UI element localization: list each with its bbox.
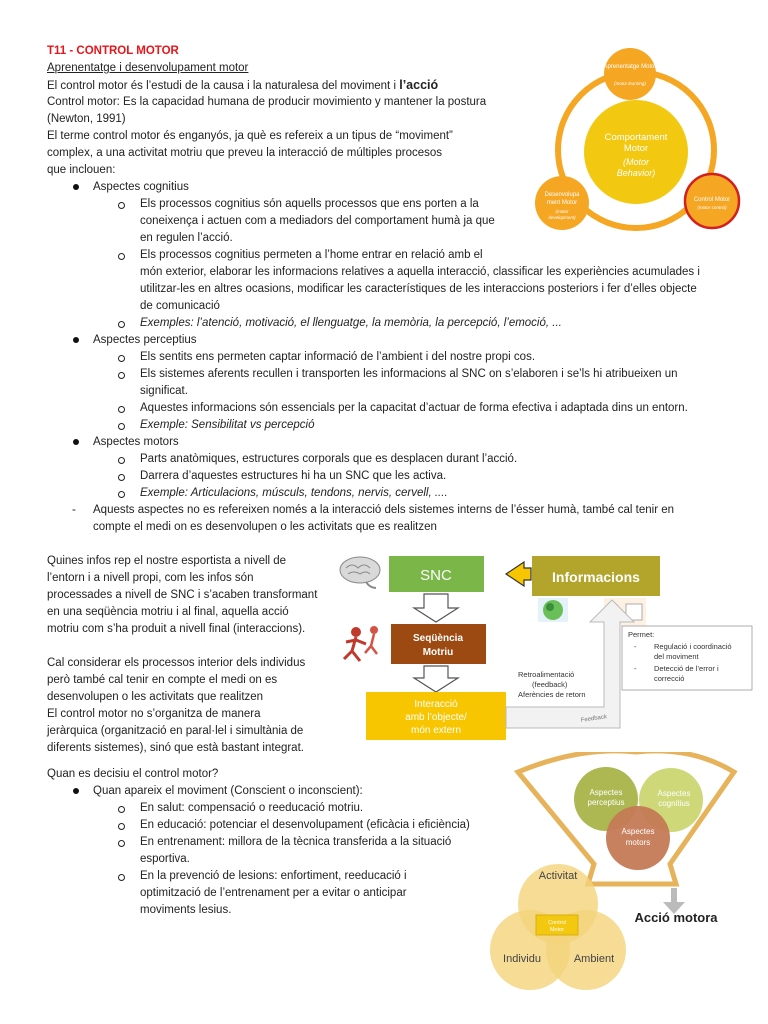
cognitive-item-2c: utilitzar-les en altres ocasions, modificar les característiques de les interaccions posteriors i fer d’elles objecte [140,283,697,295]
sub-bullet-icon [118,423,125,430]
paragraph-2-line-2: l’entorn i a nivell propi, com les infos són [47,572,254,584]
individu-label: Individu [503,953,541,965]
bullet-icon [73,337,79,343]
intro-line-5: complex, a una activitat motriu que preveu la interacció de múltiples procesos [47,147,443,159]
motor-heading: Aspectes motors [93,436,179,448]
sub-bullet-icon [118,840,125,847]
question-heading: Quan es decisiu el control motor? [47,768,219,780]
cognitive-item-1b: coneixença i actuen com a mediadors del comportament humà ja que [140,215,495,227]
feedback-label: Feedback [580,714,608,724]
perceptius-label-2: perceptius [587,798,625,807]
perceptive-item-2a: Els sistemes aferents recullen i transporten les informacions al SNC on s’elaboren i se’ls hi atribueixen un [140,368,678,380]
sub-bullet-icon [118,457,125,464]
question-item-1a: En salut: compensació o reeducació motriu. [140,802,364,814]
cognitive-item-2d: de comunicació [140,300,220,312]
top-node-title: Aprenentatge Motor [603,64,657,70]
retro-label-3: Aferències de retorn [518,690,586,699]
sequencia-label-2: Motriu [422,647,454,658]
motor-item-1: Parts anatòmiques, estructures corporals que es desplacen durant l’acció. [140,453,518,465]
paragraph-2-line-5: motriu com s’ha produit a nivell final (interaccions). [47,623,306,635]
sub-bullet-icon [118,491,125,498]
dash-bullet: - [72,504,76,516]
cognitive-item-1a: Els processos cognitius són aquells processos que ens porten a la [140,198,479,210]
intro-line-1 [47,77,510,95]
intro-line-2: Control motor: Es la capacidad humana de producir movimiento y mantener la postura [47,96,487,108]
question-item-1d1: En la prevenció de lesions: enfortiment, reeducació i [140,870,407,882]
arrow-left-icon [506,562,531,586]
paragraph-3-line-6: diferents sistemes), sinó que està bastant integrat. [47,742,304,754]
intro-text: El control motor és l’estudi de la causa i la naturalesa del moviment i [47,80,397,92]
snc-label: SNC [420,567,452,584]
activitat-label: Activitat [538,870,578,882]
cognitive-item-1c: en regulen l’acció. [140,232,233,244]
note-line-2: compte el medi on es desenvolupen o les activitats que es realitzen [93,521,437,533]
perceptive-item-1: Els sentits ens permeten captar informació de l’ambient i del nostre propi cos. [140,351,536,363]
sub-bullet-icon [118,823,125,830]
page-subtitle: Aprenentatge i desenvolupament motor [47,62,249,74]
control-label-2: Motor [549,927,565,933]
note-line-1: Aquests aspectes no es refereixen només a la interacció dels sistemes interns de l’ésser humà, també cal tenir en [93,504,675,516]
paragraph-2-line-1: Quines infos rep el nostre esportista a nivell de [47,555,287,567]
cognitius-label-1: Aspectes [657,789,691,798]
perceptius-label-1: Aspectes [589,788,623,797]
left-node-title-1: Desenvolupa [544,192,580,198]
permet-title: Permet: [628,630,655,639]
cognitive-examples: Exemples: l’atenció, motivació, el llenguatge, la memòria, la percepció, l’emoció, ... [140,317,562,329]
sub-bullet-icon [118,202,125,209]
interaccio-label-3: món extern [410,725,462,736]
paragraph-3-line-3: desenvolupen o les activitats que realitzen [47,691,264,703]
feedback-arrow [506,600,634,728]
bullet-icon [73,439,79,445]
center-title-2: Motor [623,143,649,154]
top-node-sub: (motor learning) [614,81,646,86]
perceptive-example: Exemple: Sensibilitat vs percepció [140,419,315,431]
question-item-1: Quan apareix el moviment (Conscient o inconscient): [93,785,363,797]
intro-line-4: El terme control motor és enganyós, ja què es refereix a un tipus de “moviment” [47,130,453,142]
intro-bold-accio: l’acció [399,78,439,92]
motor-example: Exemple: Articulacions, músculs, tendons, nervis, cervell, .... [140,487,448,499]
accio-motora-label: Acció motora [634,910,718,925]
paragraph-2-line-4: en una seqüència motriu i al final, aquella acció [47,606,289,618]
paragraph-3-line-2: però també cal tenir en compte el medi on es [47,674,278,686]
sub-bullet-icon [118,372,125,379]
brain-icon [340,557,380,588]
sequencia-label-1: Seqüència [412,633,464,644]
sequencia-box [391,624,486,664]
paragraph-3-line-1: Cal considerar els processos interior dels individus [47,657,306,669]
question-item-1d3: moviments lesius. [140,904,232,916]
arrow-down-icon [414,594,458,622]
paragraph-2-line-3: processades a nivell de SNC i s’acaben transformant [47,589,318,601]
left-node-title-2: ment Motor [546,200,578,206]
sub-bullet-icon [118,406,125,413]
interaccio-label-1: Interacció [414,699,458,710]
globe-icon [538,598,568,622]
top-node [604,48,656,100]
interaccio-label-2: amb l’objecte/ [405,712,467,723]
permet-item-2a: Detecció de l’error i [654,664,719,673]
retro-label-1: Retroalimentació [518,670,575,679]
center-sub-1: (Motor [622,157,650,167]
permet-item-1a: Regulació i coordinació [654,642,732,651]
runner-icon [344,626,378,661]
sub-bullet-icon [118,355,125,362]
snc-flow-diagram [336,552,756,742]
ambient-label: Ambient [573,953,615,965]
motor-item-2: Darrera d’aquestes estructures hi ha un SNC que les activa. [140,470,447,482]
bullet-icon [73,184,79,190]
permet-dash: - [634,642,637,651]
cognitive-heading: Aspectes cognitius [93,181,189,193]
motors-label-1: Aspectes [621,827,655,836]
intro-line-6: que inclouen: [47,164,116,176]
sub-bullet-icon [118,806,125,813]
sub-bullet-icon [118,474,125,481]
sub-bullet-icon [118,253,125,260]
cognitius-label-2: cognitius [658,799,690,808]
question-item-1d2: optimització de l’entrenament per a evitar o anticipar [140,887,407,899]
motor-action-funnel-diagram [486,752,758,1020]
left-node-sub-2: development) [548,215,576,220]
motor-behavior-cycle-diagram [530,48,742,253]
permet-dash: - [634,664,637,673]
perceptive-item-2b: significat. [140,385,188,397]
perceptive-heading: Aspectes perceptius [93,334,197,346]
motors-label-2: motors [625,838,651,847]
right-node-title: Control Motor [693,197,731,203]
sub-bullet-icon [118,321,125,328]
question-item-1c2: esportiva. [140,853,190,865]
bullet-icon [73,788,79,794]
retro-label-2: (feedback) [532,680,568,689]
cognitive-item-2b: món exterior, elaborar les informacions relatives a aquella interacció, classificar les experiències acumulades i [140,266,700,278]
right-node-sub: (motor control) [697,205,727,210]
control-label-1: Control [548,920,566,926]
question-item-1b: En educació: potenciar el desenvolupament (eficàcia i eficiència) [140,819,470,831]
perceptive-item-3: Aquestes informacions són essencials per la capacitat d’actuar de forma efectiva i adaptada dins un entorn. [140,402,688,414]
page-title: T11 - CONTROL MOTOR [47,45,179,57]
paragraph-3-line-5: jeràrquica (organització en paral·lel i simultània de [47,725,304,737]
informacions-label: Informacions [552,569,640,585]
cognitive-item-2a: Els processos cognitius permeten a l’home entrar en relació amb el [140,249,483,261]
arrow-down-icon [414,666,458,692]
intro-line-3: (Newton, 1991) [47,113,126,125]
sub-bullet-icon [118,874,125,881]
left-node-sub-1: (motor [555,209,569,214]
permet-item-1b: del moviment [654,652,699,661]
center-title-1: Comportament [604,132,668,143]
question-item-1c1: En entrenament: millora de la tècnica transferida a la situació [140,836,452,848]
permet-item-2b: correcció [654,674,685,683]
center-sub-2: Behavior) [616,168,656,178]
paragraph-3-line-4: El control motor no s’organitza de manera [47,708,261,720]
